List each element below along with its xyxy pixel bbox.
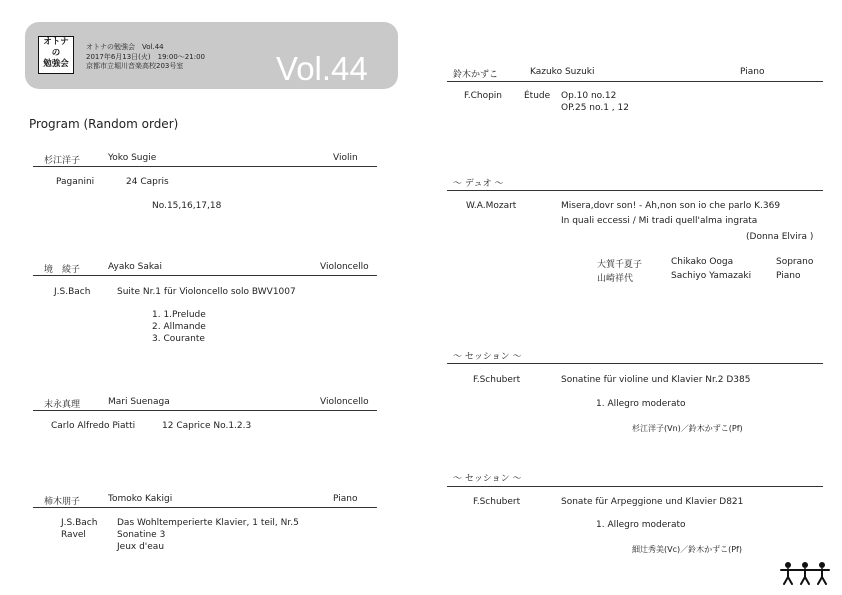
performer-name-en: Mari Suenaga [108, 397, 170, 407]
divider [447, 486, 823, 487]
performer-name-jp: 大賀千夏子 [597, 260, 643, 270]
work-title: OP.25 no.1 , 12 [561, 103, 629, 113]
composer: F.Chopin [464, 91, 503, 101]
volume-number: Vol.44 [276, 50, 368, 87]
performer-name-en: Sachiyo Yamazaki [671, 271, 752, 281]
performer-instrument: Violin [333, 153, 358, 163]
work-title: Jeux d'eau [117, 542, 165, 552]
work-title: Das Wohltemperierte Klavier, 1 teil, Nr.5 [117, 518, 299, 528]
performer-name-en: Kazuko Suzuki [530, 67, 595, 77]
movement: 2. Allmande [152, 322, 206, 332]
performer-name-en: Tomoko Kakigi [108, 494, 173, 504]
performer-name-en: Chikako Ooga [671, 257, 734, 267]
section-heading-session: 〜 セッション 〜 [453, 352, 522, 362]
work-title: 12 Caprice No.1.2.3 [162, 421, 252, 431]
program-title: Program (Random order) [29, 117, 179, 131]
composer: F.Schubert [473, 375, 521, 385]
work-title: Misera,dovr son! - Ah,non son io che parlo K.369 [561, 201, 781, 211]
performer-part: Soprano [776, 257, 814, 267]
performer-part: Piano [776, 271, 801, 281]
performer-name-jp: 山崎祥代 [597, 274, 634, 284]
work-numbers: No.15,16,17,18 [152, 201, 222, 211]
performer-instrument: Violoncello [320, 262, 369, 272]
composer: J.S.Bach [54, 287, 91, 297]
logo-line: の [51, 48, 61, 58]
movement: 1. Allegro moderato [596, 399, 686, 409]
header-venue: 京都市立堀川音楽高校203号室 [86, 62, 184, 70]
performer-name-jp: 杉江洋子 [44, 156, 81, 166]
role: (Donna Elvira ) [746, 232, 814, 242]
divider [447, 363, 823, 364]
divider [447, 81, 823, 82]
header-date: 2017年6月13日(火) 19:00〜21:00 [86, 53, 205, 61]
people-group-icon [780, 561, 832, 585]
work-title: Suite Nr.1 für Violoncello solo BWV1007 [117, 287, 296, 297]
players: 杉江洋子(Vn)／鈴木かずこ(Pf) [632, 424, 743, 433]
section-heading-duo: 〜 デュオ 〜 [453, 179, 504, 189]
performer-name-jp: 柿木朋子 [44, 497, 81, 507]
composer: J.S.Bach [61, 518, 98, 528]
work-title: 24 Capris [126, 177, 169, 187]
logo-line: 勉強会 [43, 59, 69, 69]
performer-instrument: Piano [740, 67, 765, 77]
header-event-name: オトナの勉強会 Vol.44 [86, 43, 164, 51]
movement: 1. 1.Prelude [152, 310, 206, 320]
performer-instrument: Violoncello [320, 397, 369, 407]
work-title: Sonatine 3 [117, 530, 166, 540]
players: 細辻秀美(Vc)／鈴木かずこ(Pf) [632, 545, 742, 554]
composer: W.A.Mozart [466, 201, 517, 211]
divider [33, 166, 377, 167]
work-title: Sonate für Arpeggione und Klavier D821 [561, 497, 744, 507]
work-title: In quali eccessi / Mi tradi quell'alma ingrata [561, 216, 758, 226]
movement: 3. Courante [152, 334, 205, 344]
work-title: Op.10 no.12 [561, 91, 617, 101]
composer: Paganini [56, 177, 95, 187]
performer-name-jp: 鈴木かずこ [453, 70, 499, 80]
work-title: Sonatine für violine und Klavier Nr.2 D385 [561, 375, 751, 385]
performer-name-jp: 末永真理 [44, 400, 81, 410]
performer-name-en: Yoko Sugie [108, 153, 157, 163]
composer: F.Schubert [473, 497, 521, 507]
divider [447, 190, 823, 191]
genre: Étude [524, 91, 551, 101]
section-heading-session: 〜 セッション 〜 [453, 474, 522, 484]
divider [33, 275, 377, 276]
performer-name-en: Ayako Sakai [108, 262, 162, 272]
divider [33, 507, 377, 508]
movement: 1. Allegro moderato [596, 520, 686, 530]
performer-name-jp: 境 綾子 [44, 265, 81, 275]
logo-line: オトナ [43, 37, 69, 47]
composer: Carlo Alfredo Piatti [51, 421, 136, 431]
divider [33, 410, 377, 411]
composer: Ravel [61, 530, 86, 540]
event-logo [38, 36, 74, 74]
performer-instrument: Piano [333, 494, 358, 504]
